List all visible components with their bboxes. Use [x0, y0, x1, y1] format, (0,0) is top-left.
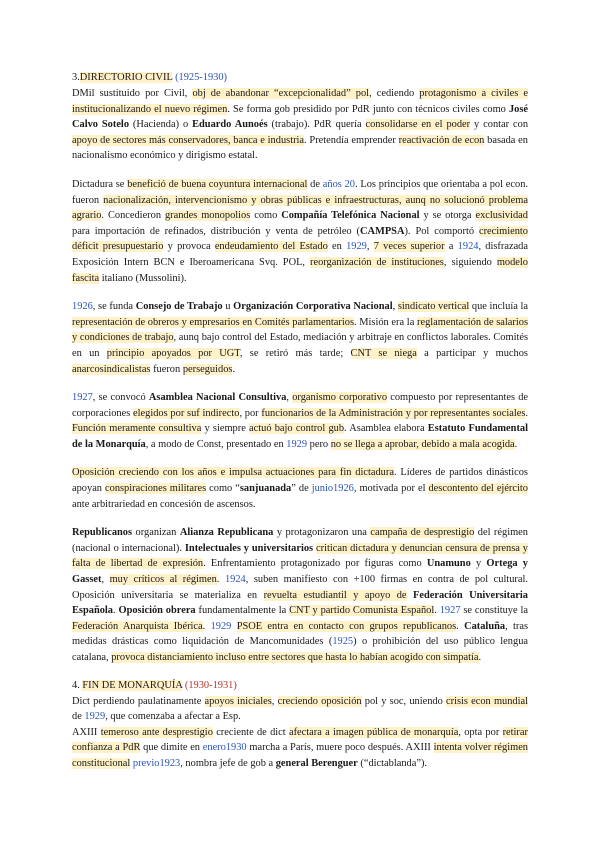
paragraph-consejo-trabajo [72, 299, 528, 377]
text-run: organismo corporativo [292, 392, 388, 404]
text-run: ) o prohibición del uso público lengua catalana, [72, 636, 528, 663]
text-run: Federación Universitaria Española [72, 589, 528, 617]
text-run: , cediendo [369, 88, 420, 99]
text-run: 1927 [439, 605, 461, 617]
text-run: (trabajo). PdR quería [267, 119, 366, 131]
text-run: campaña de desprestigio [370, 527, 475, 539]
text-run: consolidarse en el poder [365, 119, 471, 131]
text-run: (“dictablanda”). [357, 757, 428, 769]
text-run: endeudamiento del Estado [214, 241, 328, 253]
text-run: exclusividad [475, 210, 528, 222]
text-run: basada en nacionalismo económico y dirigismo estatal. [72, 134, 528, 162]
paragraph-directorio-civil [72, 86, 528, 164]
text-run: , suben manifiesto con +100 firmas en contra de pol cultural. Oposición universitaria se materializa en [72, 574, 528, 601]
text-run: se constituye la [460, 605, 528, 617]
text-run: descontento del ejército [428, 483, 528, 495]
text-run: critican dictadura y denuncian censura de prensa y falta de libertad de expresión [72, 542, 528, 570]
text-run: , se convocó [92, 392, 149, 404]
text-run: obj de abandonar “excepcionalidad” pol [192, 88, 370, 99]
text-run: protagonismo a civiles e institucionalizando el nuevo régimen [72, 88, 528, 115]
text-run: . Misión era la [354, 316, 418, 328]
section-years: (1930-1931) [184, 679, 237, 691]
text-run: creciente de dict [212, 726, 289, 738]
text-run [231, 621, 236, 632]
text-run: . Asamblea elabora [344, 423, 428, 435]
text-run: años 20 [322, 178, 355, 190]
text-run: de [307, 178, 323, 190]
text-run: grandes monopolios [164, 210, 251, 222]
text-run: , se retiró más tarde; [239, 347, 351, 359]
text-run: a [444, 241, 458, 253]
text-run: como [250, 210, 282, 222]
text-run: a participar y muchos [416, 347, 528, 359]
section-title-text: FIN DE MONARQUÍA [82, 679, 183, 691]
text-run: retirar confianza a PdR [72, 726, 528, 754]
text-run: Cataluña [464, 620, 506, 632]
text-run: , [392, 301, 398, 313]
text-run: anarcosindicalistas [72, 363, 151, 375]
text-run: y se otorga [419, 210, 476, 222]
text-run: . [202, 620, 211, 632]
text-run: y siempre [201, 423, 250, 435]
text-run: elegidos por suf indirecto [133, 407, 240, 419]
text-run: 1929 [210, 620, 232, 632]
paragraph-republicanos [72, 525, 528, 665]
text-run: 1924 [224, 574, 246, 586]
text-run: modelo fascita [72, 256, 528, 284]
text-run: . [514, 438, 518, 450]
text-run: ” de [291, 483, 312, 495]
text-run: que dimite en [140, 742, 203, 754]
text-run: , [271, 695, 278, 707]
text-run: temeroso ante desprestigio [100, 726, 213, 738]
text-run: organizan [132, 527, 180, 539]
text-run: Oposición creciendo con los años e impulsa actuaciones para fin dictadura [72, 467, 394, 479]
section-number: 4. [72, 679, 83, 691]
text-run: marcha a París, muere poco después. AXIII [246, 742, 434, 754]
text-run: , siguiendo [443, 256, 497, 268]
text-run: Alianza Republicana [179, 527, 274, 539]
paragraph-axiii [72, 725, 528, 772]
text-run: ante arbitrariedad en concesión de ascensos. [72, 498, 256, 510]
text-run: del régimen (nacional o internacional). [72, 527, 528, 554]
text-run: Eduardo Aunoés [192, 119, 268, 131]
text-run: 7 veces superior [373, 241, 445, 253]
text-run: y protagonizaron una [273, 527, 371, 539]
text-run: fundamentalmente la [195, 605, 290, 617]
text-run: 1929 [286, 438, 308, 450]
text-run: Oposición obrera [118, 605, 196, 617]
text-run: crisis econ mundial [446, 695, 529, 707]
text-run: Organización Corporativa Nacional [233, 301, 393, 313]
text-run: general Berenguer [275, 757, 358, 769]
text-run: apoyos iniciales [204, 695, 272, 707]
text-run: fueron [150, 363, 183, 375]
text-run: ). Pol comportó [404, 225, 479, 237]
text-run: , tras medidas drásticas como liquidación de Mancomunidades ( [72, 620, 528, 648]
text-run: crecimiento déficit presupuestario [72, 225, 528, 253]
text-run: de [72, 711, 85, 723]
text-run: . Líderes de partidos dinásticos apoyan [72, 467, 528, 495]
section-title-directorio-civil [72, 70, 528, 85]
text-run: como “ [206, 483, 240, 495]
text-run: , por [239, 407, 262, 419]
text-run: 1926 [72, 301, 93, 313]
text-run: . [232, 363, 236, 375]
text-run: CNT se niega [350, 347, 417, 359]
text-run: sindicato vertical [397, 301, 470, 313]
text-run: , [366, 241, 374, 253]
paragraph-fin-dictadura [72, 694, 528, 725]
text-run: Intelectuales y universitarios [184, 542, 314, 554]
text-run: muy críticos al régimen [109, 574, 217, 586]
paragraph-economia [72, 177, 528, 286]
text-run: Consejo de Trabajo [135, 301, 223, 313]
text-run: . [216, 574, 225, 586]
text-run: DMil sustituido por Civil, [72, 88, 193, 99]
text-run: que incluía la [469, 301, 528, 313]
text-run: nacionalización, intervencionismo y obras públicas e infraestructuras, aunq no solucionó problema agrario [72, 194, 528, 222]
text-run: reactivación de econ [398, 134, 485, 146]
text-run: Compañía Telefónica Nacional [281, 210, 420, 222]
text-run: pero [307, 438, 331, 450]
text-run: 1925 [332, 636, 354, 648]
text-run: Función meramente consultiva [72, 423, 202, 435]
text-run: junio1926 [311, 483, 354, 495]
text-run: perseguidos [182, 363, 233, 375]
text-run: Dictadura se [72, 178, 128, 190]
text-run: no se llega a aprobar, debido a mala acogida [330, 438, 515, 450]
text-run: conspiraciones militares [105, 483, 207, 495]
text-run: sanjuanada [239, 483, 292, 495]
text-run: y contar con [470, 119, 529, 131]
text-run: benefició de buena coyuntura internacional [127, 178, 308, 190]
text-run: . Los principios que orientaba a pol econ. fueron [72, 178, 528, 206]
text-run: (Hacienda) o [129, 119, 193, 131]
text-run: . [525, 407, 528, 419]
text-run: José Calvo Sotelo [72, 103, 528, 131]
text-run: . [456, 620, 465, 632]
text-run: , [101, 574, 110, 586]
text-run: funcionarios de la Administración y por representantes sociales [261, 407, 526, 419]
text-run: . [113, 605, 119, 617]
text-run: . Se forma gob presidido por PdR junto con técnicos civiles como [227, 103, 509, 115]
text-run: representación de obreros y empresarios en Comités parlamentarios [72, 316, 354, 328]
text-run: AXIII [72, 726, 101, 738]
text-run: 1927 [72, 392, 93, 404]
text-run: y provoca [163, 241, 215, 253]
text-run: 1929 [84, 711, 106, 723]
text-run: pol y soc, uniendo [361, 695, 446, 707]
text-run: Federación Anarquista Ibérica [72, 620, 203, 632]
text-run: , opta por [458, 726, 503, 738]
section-number: 3. [72, 72, 80, 83]
text-run: u [222, 301, 234, 313]
text-run: PSOE entra en contacto con grupos republicanos [236, 620, 457, 632]
paragraph-oposicion [72, 465, 528, 512]
text-run: Asamblea Nacional Consultiva [148, 392, 287, 404]
text-run: , disfrazada Exposición Intern BCN e Iberoamericana Svq. POL, [72, 241, 528, 268]
text-run: reglamentación de salarios y condiciones de trabajo [72, 316, 528, 344]
text-run: Dict perdiendo paulatinamente [72, 695, 205, 707]
text-run: intenta volver régimen constitucional [72, 742, 528, 769]
text-run: afectara a imagen pública de monarquía [288, 726, 459, 738]
text-run: apoyo de sectores más conservadores, banca e industria [72, 134, 305, 146]
text-run: , [286, 392, 293, 404]
text-run: CNT y partido Comunista Español [289, 605, 435, 617]
text-run: creciendo oposición [277, 695, 362, 707]
text-run: 1924 [457, 241, 479, 253]
text-run: Unamuno [426, 558, 471, 570]
text-run: , que comenzaba a afectar a Esp. [105, 711, 241, 723]
section-title-text: DIRECTORIO CIVIL [79, 72, 173, 83]
text-run: compuesto por representantes de corporaciones [72, 392, 529, 419]
text-run: , nombra jefe de gob a [180, 757, 276, 769]
text-run: italiano (Mussolini). [99, 272, 187, 284]
paragraph-asamblea [72, 390, 528, 452]
text-run: . Concedieron [101, 210, 165, 222]
text-run: Ortega y Gasset [72, 558, 528, 586]
section-years: (1925-1930) [175, 72, 228, 83]
text-run: CAMPSA [360, 225, 405, 237]
text-run: revuelta estudiantil y apoyo de [263, 589, 407, 601]
text-run: 1929 [346, 241, 367, 253]
text-run: . Enfrentamiento protagonizado por figuras como [203, 558, 427, 570]
section-title-fin-monarquia [72, 678, 528, 693]
text-run: , se funda [92, 301, 136, 313]
text-run: Estatuto Fundamental de la Monarquía [72, 423, 528, 450]
text-run: provoca distanciamiento incluso entre sectores que hasta lo habían acogido con simpatía [111, 652, 479, 663]
text-run: . Pretendía emprender [304, 134, 399, 146]
text-run: previo1923 [132, 757, 181, 769]
text-run: actuó bajo control gub [249, 423, 345, 435]
text-run: para importación de refinados, distribución y venta de petróleo ( [72, 225, 361, 237]
text-run: en [327, 241, 347, 253]
text-run: y [470, 558, 487, 570]
text-run: principio apoyados por UGT [106, 347, 240, 359]
text-run: . [434, 605, 440, 617]
text-run: , a modo de Const, presentado en [145, 438, 287, 450]
text-run: , aunq bajo control del Estado, mediación y arbitraje en conflictos laborales. Comités en un [72, 332, 528, 359]
text-run: enero1930 [202, 742, 247, 754]
text-run: , motivada por el [353, 483, 429, 495]
text-run: Republicanos [72, 527, 133, 539]
text-run: . [478, 652, 482, 663]
text-run: reorganización de instituciones [310, 256, 444, 268]
